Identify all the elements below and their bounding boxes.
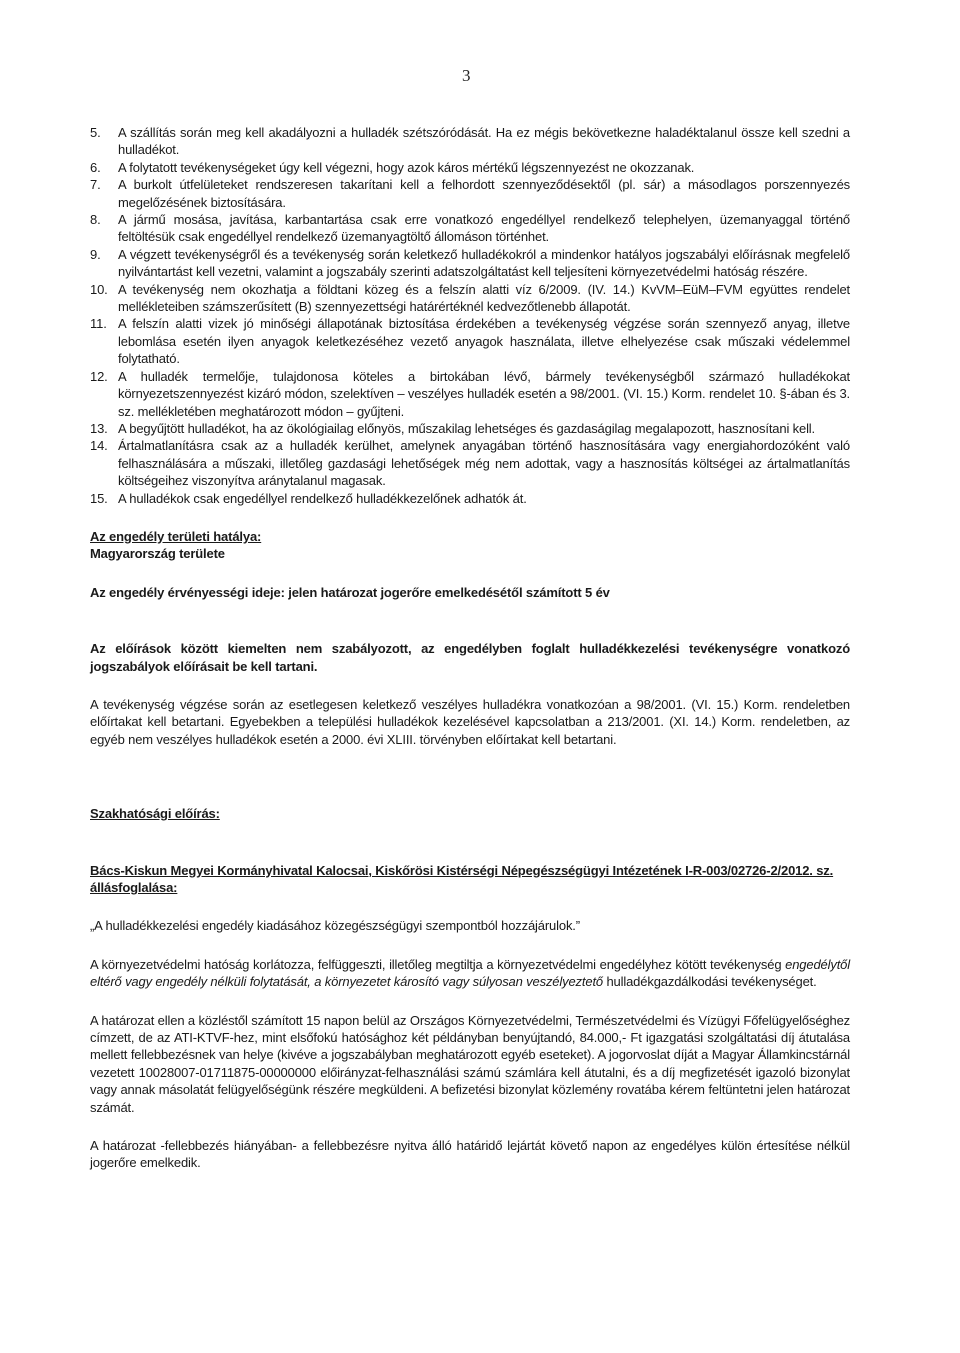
list-item-number: 15. [90,490,108,506]
list-item-number: 10. [90,281,108,297]
list-item-number: 13. [90,420,108,436]
expert-authority-quote: „A hulladékkezelési engedély kiadásához közegészségügyi szempontból hozzájárulok.” [90,918,580,934]
restriction-paragraph [90,956,850,991]
conditions-list [90,124,850,507]
list-item [90,315,850,367]
list-item-number: 9. [90,246,101,262]
list-item-text: A jármű mosása, javítása, karbantartása csak erre vonatkozó engedéllyel rendelkező telephelyen, üzemanyaggal történő feltöltésük csak engedéllyel rendelkező üzemanyagtöltő állomáson történhet. [118,212,850,245]
expert-authority-label: Szakhatósági előírás: [90,806,220,822]
validity-statement: Az engedély érvényességi ideje: jelen határozat jogerőre emelkedésétől számított 5 év [90,584,610,600]
final-paragraph: A határozat -fellebbezés hiányában- a fellebbezésre nyitva álló határidő lejártát követő napon az engedélyes külön értesítése nélkül jogerőre emelkedik. [90,1138,850,1171]
page-number: 3 [462,66,471,85]
rules-statement: Az előírások között kiemelten nem szabályozott, az engedélyben foglalt hulladékkezelési tevékenységre vonatkozó jogszabályok előírásait be kell tartani. [90,641,850,674]
list-item-text: A tevékenység nem okozhatja a földtani közeg és a felszín alatti víz 6/2009. (IV. 14.) KvVM–EüM–FVM együttes rendelet mellékleteiben számszerűsített (B) szennyezettségi határértéknél kedvezőtlenebb állapotát. [118,281,850,315]
list-item-number: 8. [90,212,101,228]
list-item [90,246,850,281]
restriction-text-end: hulladékgazdálkodási tevékenységet. [603,974,817,990]
list-item-number: 7. [90,177,101,193]
territory-label: Az engedély területi hatálya: [90,528,262,544]
appeal-paragraph: A határozat ellen a közléstől számított 15 napon belül az Országos Környezetvédelmi, Természetvédelmi és Vízügyi Főfelügyelőséghez címzett, de az ATI-KTVF-hez, mint elsőfokú hatósághoz két példányban benyújtandó, 84.000,- Ft igazgatási szolgáltatási díj átutalása mellett fellebbezésnek van helye (kivéve a jogszabályban meghatározott egyéb eseteket). A jogorvoslat díját a Magyar Államkincstárnál vezetett 10028007-01711875-00000000 előirányzat-felhasználási számú számlára kell átutalni, és a díj megfizetését igazoló bizonylat vagy annak másolatát felügyelőségünk részére megküldeni. A befizetési bizonylat közlemény rovatába kérem feltüntetni jelen határozat számát. [90,1012,850,1115]
list-item-text: A folytatott tevékenységeket úgy kell végezni, hogy azok káros mértékű légszennyezést ne okozzanak. [118,159,695,175]
list-item-number: 11. [90,316,107,332]
list-item-number: 6. [90,159,101,175]
list-item-text: A végzett tevékenységről és a tevékenység során keletkező hulladékokról a mindenkor hatályos jogszabályi előírásnak megfelelő nyilvántartást kell vezetni, valamint a jogszabály szerinti adatszolgáltatást kell teljesíteni környezetvédelmi hatóság részére. [118,246,850,280]
list-item-text: Ártalmatlanításra csak az a hulladék kerülhet, amelynek anyagában történő hasznosítására vagy energiahordozóként való felhasználására a műszaki, illetőleg gazdasági lehetőségek még nem adottak, vagy a hasznosítás költségei az ártalmatlanítás költségeihez viszonyítva aránytalanul magasak. [118,438,850,489]
expert-authority-reference: Bács-Kiskun Megyei Kormányhivatal Kalocsai, Kiskőrösi Kistérségi Népegészségügyi Intézetének I-R-003/02726-2/2012. sz. állásfoglalása: [90,862,834,895]
list-item-text: A hulladék termelője, tulajdonosa köteles a birtokában lévő, bármely tevékenységből származó hulladékokat környezetszennyezést kizáró módon, szelektíven – veszélyes hulladék esetén a 98/2001. (VI. 15.) Korm. rendelet 10. §-ában és 3. sz. mellékletében meghatározott módon – gyűjteni. [118,368,850,419]
list-item [90,211,850,246]
list-item [90,176,850,211]
restriction-text-italic: engedélytől eltérő vagy engedély nélküli folytatását, a környezetet károsító vagy súlyosan veszélyeztető [90,956,850,990]
list-item-text: A burkolt útfelületeket rendszeresen takarítani kell a felhordott szennyeződésektől (pl. sár) a másodlagos porszennyezés megelőzésének biztosítására. [118,177,850,210]
territory-value: Magyarország területe [90,546,225,562]
list-item [90,281,850,316]
list-item-text: A szállítás során meg kell akadályozni a hulladék szétszóródását. Ha ez mégis bekövetkezne haladéktalanul össze kell szedni a hulladékot. [118,125,850,158]
list-item [90,124,850,159]
list-item-text: A felszín alatti vizek jó minőségi állapotának biztosítása érdekében a tevékenység végzése során szennyező anyag, illetve lebomlása esetén ilyen anyagok keletkezéséhez vezető anyagok használata, illetve elhelyezése csak műszaki védelemmel folytatható. [118,316,850,367]
list-item [90,368,850,420]
list-item-number: 5. [90,125,101,140]
list-item [90,490,850,507]
list-item-text: A hulladékok csak engedéllyel rendelkező hulladékkezelőnek adhatók át. [118,490,527,506]
list-item-text: A begyűjtött hulladékot, ha az ökológiailag előnyös, műszakilag lehetséges és gazdaságilag megalapozott, hasznosítani kell. [118,420,816,436]
list-item [90,159,850,176]
document-body [90,124,850,1172]
restriction-text-start: A környezetvédelmi hatóság korlátozza, felfüggeszti, illetőleg megtiltja a környezetvédelmi engedélyhez kötött tevékenység [90,956,786,972]
list-item-number: 14. [90,438,108,454]
hazardous-waste-paragraph: A tevékenység végzése során az esetlegesen keletkező veszélyes hulladékra vonatkozóan a 98/2001. (VI. 15.) Korm. rendeletben előírtakat kell betartani. Egyebekben a települési hulladékok kezelésével kapcsolatban a 213/2001. (XI. 14.) Korm. rendeletben, az egyéb nem veszélyes hulladékok esetén a 2000. évi XLIII. törvényben előírtakat kell betartani. [90,696,850,747]
list-item [90,437,850,489]
list-item [90,420,850,437]
list-item-number: 12. [90,368,108,384]
